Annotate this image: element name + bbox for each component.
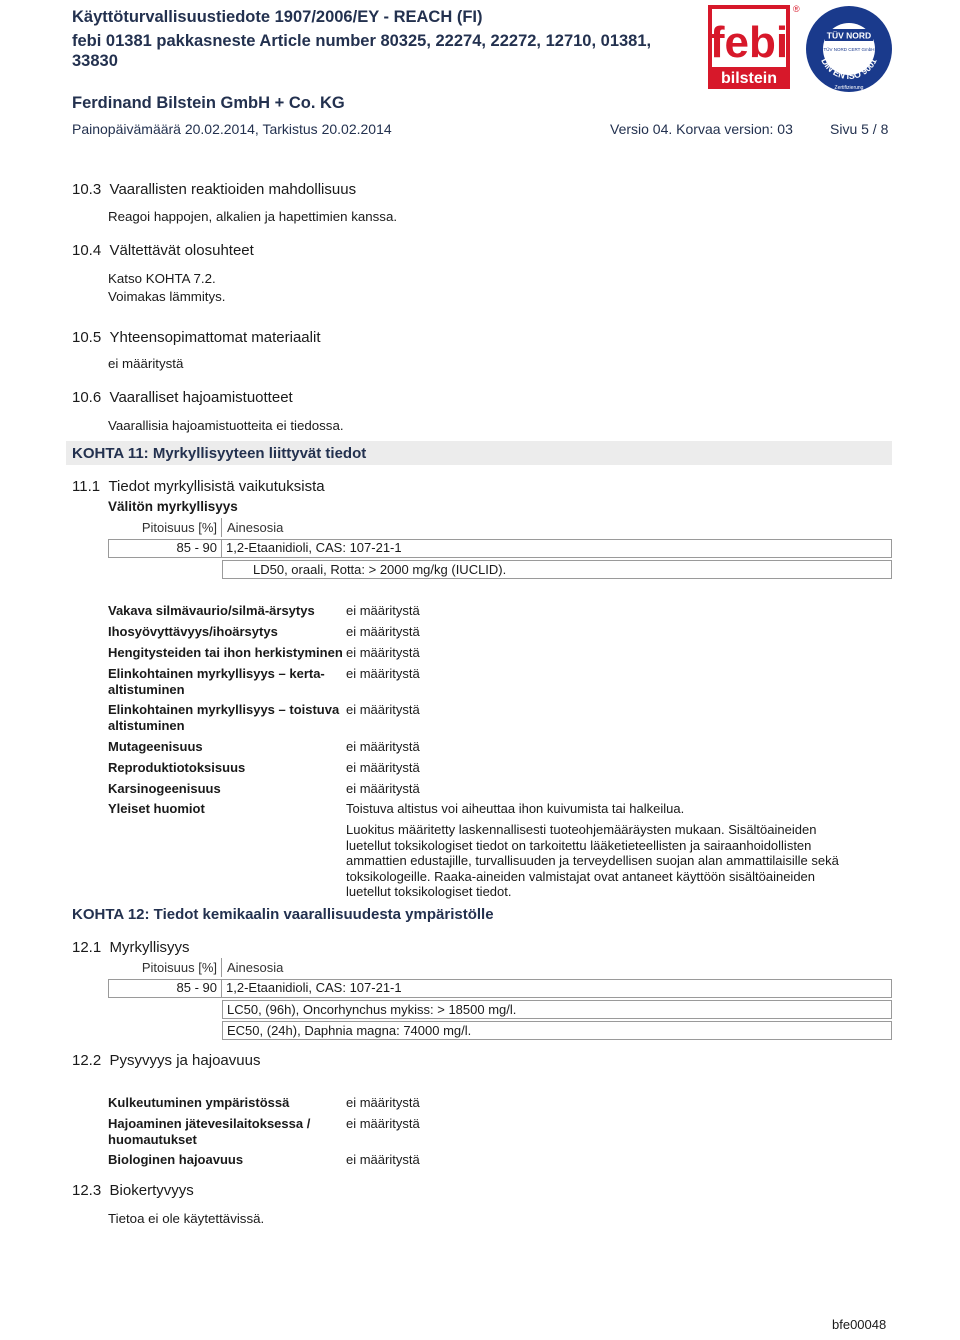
tuv-ring-text: DIN EN ISO 9001 [819, 56, 879, 82]
row-stot-repeated-label: Elinkohtainen myrkyllisyys – toistuva altistuminen [108, 702, 340, 733]
bilstein-logo-text: bilstein [720, 70, 778, 87]
section-10-4-line2: Voimakas lämmitys. [108, 289, 226, 304]
row-mutagenicity-label: Mutageenisuus [108, 739, 203, 754]
section-12-title: KOHTA 12: Tiedot kemikaalin vaarallisuudesta ympäristölle [72, 906, 494, 923]
row-carcinogenicity-label: Karsinogeenisuus [108, 781, 221, 796]
row-degradation-label: Hajoaminen jätevesilaitoksessa / huomautukset [108, 1116, 311, 1147]
section-10-6-text: Vaarallisia hajoamistuotteita ei tiedossa. [108, 418, 344, 433]
row-degradation-value: ei määritystä [346, 1116, 420, 1131]
row-stot-single-value: ei määritystä [346, 666, 420, 681]
row-stot-repeated-value: ei määritystä [346, 702, 420, 717]
row-carcinogenicity-value: ei määritystä [346, 781, 420, 796]
acute-toxicity-label: Välitön myrkyllisyys [108, 499, 238, 514]
row-reproductive-value: ei määritystä [346, 760, 420, 775]
table11-col1-header: Pitoisuus [%] [141, 520, 217, 535]
section-12-3-text: Tietoa ei ole käytettävissä. [108, 1211, 265, 1226]
document-title: Käyttöturvallisuustiedote 1907/2006/EY - REACH (FI) [72, 8, 483, 26]
tuv-top-text: TÜV NORD [826, 30, 872, 41]
table11-conc: 85 - 90 [108, 539, 222, 558]
product-name: febi 01381 pakkasneste Article number 80325, 22274, 22272, 12710, 01381, 33830 [72, 32, 652, 70]
row-biodegradability-label: Biologinen hajoavuus [108, 1152, 244, 1167]
table12-col1-header: Pitoisuus [%] [141, 960, 217, 975]
row-eye-damage-label: Vakava silmävaurio/silmä-ärsytys [108, 603, 315, 618]
section-10-5-text: ei määritystä [108, 356, 184, 371]
row-general-value: Toistuva altistus voi aiheuttaa ihon kuivumista tai halkeilua. [346, 801, 685, 816]
registered-mark-icon: ® [793, 4, 800, 14]
row-biodegradability-value: ei määritystä [346, 1152, 420, 1167]
table11-substance: 1,2-Etaanidioli, CAS: 107-21-1 [226, 540, 402, 555]
table12-result-lc50: LC50, (96h), Oncorhynchus mykiss: > 18500 mg/l. [222, 1000, 892, 1019]
company-name: Ferdinand Bilstein GmbH + Co. KG [72, 94, 345, 112]
print-date: Painopäivämäärä 20.02.2014, Tarkistus 20.02.2014 [72, 121, 392, 137]
row-general-label: Yleiset huomiot [108, 801, 205, 816]
footer-code: bfe00048 [832, 1317, 887, 1332]
row-skin-corrosion-label: Ihosyövyttävyys/ihoärsytys [108, 624, 278, 639]
section-11-title: KOHTA 11: Myrkyllisyyteen liittyvät tiedot [72, 445, 367, 462]
section-10-3-text: Reagoi happojen, alkalien ja hapettimien kanssa. [108, 209, 398, 224]
row-mutagenicity-value: ei määritystä [346, 739, 420, 754]
row-skin-corrosion-value: ei määritystä [346, 624, 420, 639]
section-10-5-heading: 10.5 Yhteensopimattomat materiaalit [72, 329, 321, 346]
row-sensitisation-value: ei määritystä [346, 645, 420, 660]
row-reproductive-label: Reproduktiotoksisuus [108, 760, 246, 775]
row-eye-damage-value: ei määritystä [346, 603, 420, 618]
section-10-4-line1: Katso KOHTA 7.2. [108, 271, 216, 286]
row-sensitisation-label: Hengitysteiden tai ihon herkistyminen [108, 645, 343, 660]
section-12-3-heading: 12.3 Biokertyvyys [72, 1182, 194, 1199]
section-10-6-heading: 10.6 Vaaralliset hajoamistuotteet [72, 389, 293, 406]
tuv-mid-text: TÜV NORD CERT GmbH [823, 47, 875, 52]
tuv-bottom-text: Zertifizierung [834, 85, 864, 91]
table12-col2-header: Ainesosia [227, 960, 284, 975]
row-mobility-label: Kulkeutuminen ympäristössä [108, 1095, 290, 1110]
page-number: Sivu 5 / 8 [830, 121, 889, 137]
section-10-4-heading: 10.4 Vältettävät olosuhteet [72, 242, 254, 259]
table11-col2-header: Ainesosia [227, 520, 284, 535]
section-10-3-heading: 10.3 Vaarallisten reaktioiden mahdollisuus [72, 181, 357, 198]
version-info: Versio 04. Korvaa version: 03 [610, 121, 793, 137]
section-12-2-heading: 12.2 Pysyvyys ja hajoavuus [72, 1052, 261, 1069]
tuv-nord-certification-seal [805, 5, 893, 93]
table12-result-ec50: EC50, (24h), Daphnia magna: 74000 mg/l. [222, 1021, 892, 1040]
table12-substance: 1,2-Etaanidioli, CAS: 107-21-1 [226, 980, 402, 995]
febi-bilstein-logo [708, 5, 790, 89]
section-11-1-heading: 11.1 Tiedot myrkyllisistä vaikutuksista [72, 478, 325, 495]
row-mobility-value: ei määritystä [346, 1095, 420, 1110]
table12-conc: 85 - 90 [108, 979, 222, 998]
general-notes-text: Luokitus määritetty laskennallisesti tuoteohjemääräysten mukaan. Sisältöaineiden luetellut toksikologiset tiedot on tarkoitettu lääketieteellisten ja sairaanhoidollisten ammattien edustajille, turvallisuuden ja terveydellisen suojan alan ammattilaisille sekä toksikologeille. Raaka-aineiden valmistajat ovat antaneet käyttöön sisältöaineiden luetellut toksikologiset tiedot. [346, 822, 839, 899]
febi-logo-text: febi [709, 18, 789, 67]
table11-result: LD50, oraali, Rotta: > 2000 mg/kg (IUCLID). [222, 560, 892, 579]
row-stot-single-label: Elinkohtainen myrkyllisyys – kerta-altistuminen [108, 666, 325, 697]
section-12-1-heading: 12.1 Myrkyllisyys [72, 939, 190, 956]
